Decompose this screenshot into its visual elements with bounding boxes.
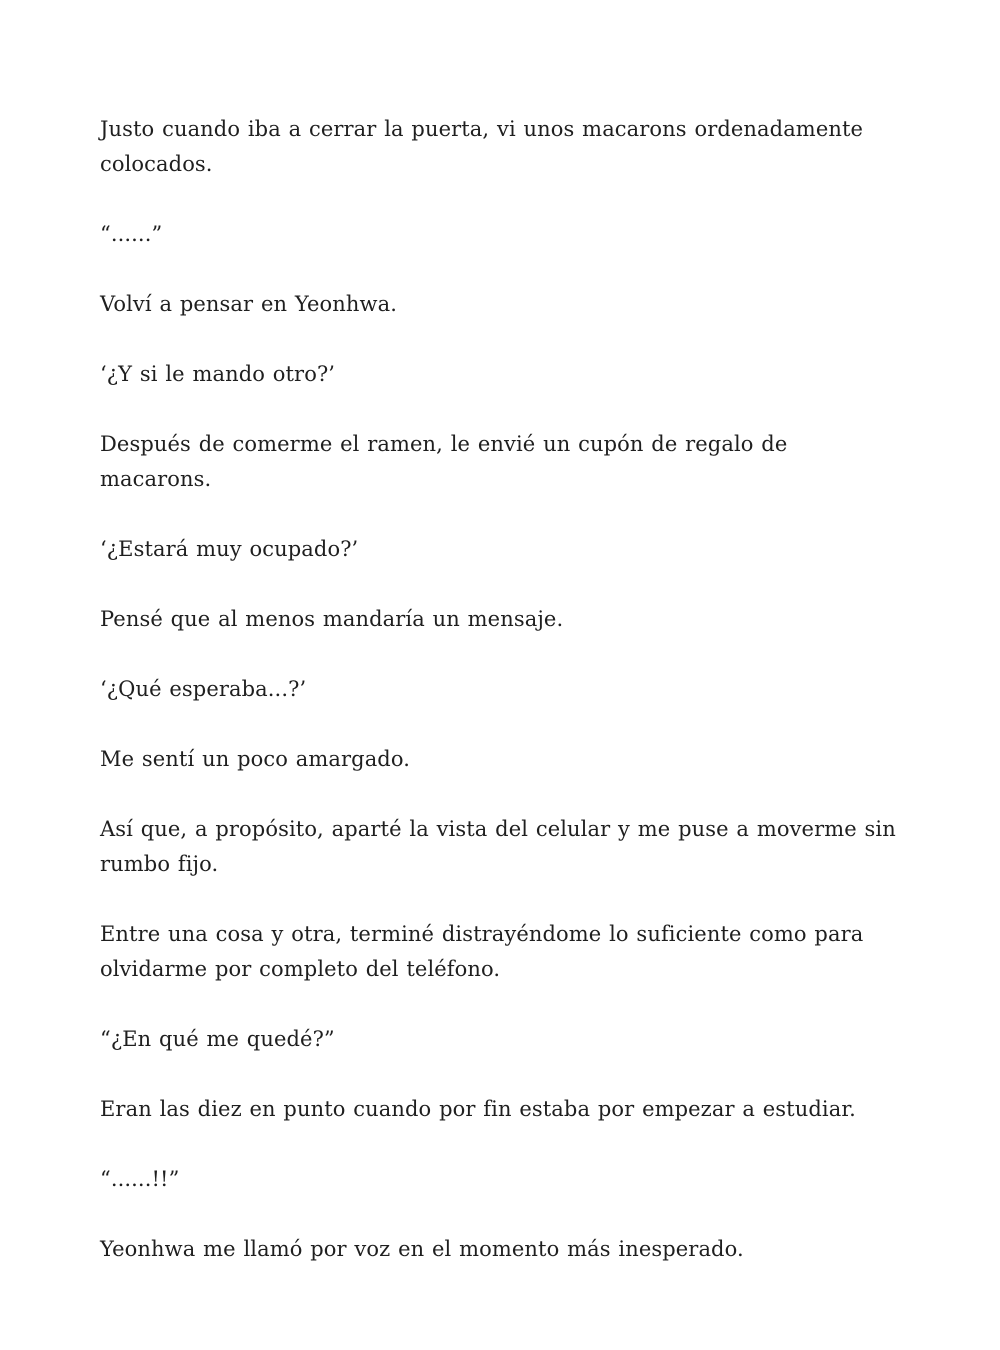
paragraph: Después de comerme el ramen, le envié un cupón de regalo de macarons. bbox=[100, 432, 788, 491]
paragraph: “......!!” bbox=[100, 1167, 180, 1191]
paragraph: Entre una cosa y otra, terminé distrayéndome lo suficiente como para olvidarme por completo del teléfono. bbox=[100, 922, 864, 981]
paragraph: Pensé que al menos mandaría un mensaje. bbox=[100, 607, 564, 631]
paragraph: Yeonhwa me llamó por voz en el momento más inesperado. bbox=[100, 1237, 744, 1261]
paragraph: Así que, a propósito, aparté la vista del celular y me puse a moverme sin rumbo fijo. bbox=[100, 817, 896, 876]
paragraph: Justo cuando iba a cerrar la puerta, vi unos macarons ordenadamente colocados. bbox=[100, 117, 864, 176]
paragraph: Eran las diez en punto cuando por fin estaba por empezar a estudiar. bbox=[100, 1097, 856, 1121]
paragraph: Volví a pensar en Yeonhwa. bbox=[100, 292, 398, 316]
paragraph: ‘¿Qué esperaba...?’ bbox=[100, 677, 307, 701]
paragraph: ‘¿Y si le mando otro?’ bbox=[100, 362, 336, 386]
paragraph: “......” bbox=[100, 222, 163, 246]
document-body bbox=[100, 112, 900, 1267]
paragraph: Me sentí un poco amargado. bbox=[100, 747, 411, 771]
paragraph: “¿En qué me quedé?” bbox=[100, 1027, 335, 1051]
paragraph: ‘¿Estará muy ocupado?’ bbox=[100, 537, 359, 561]
